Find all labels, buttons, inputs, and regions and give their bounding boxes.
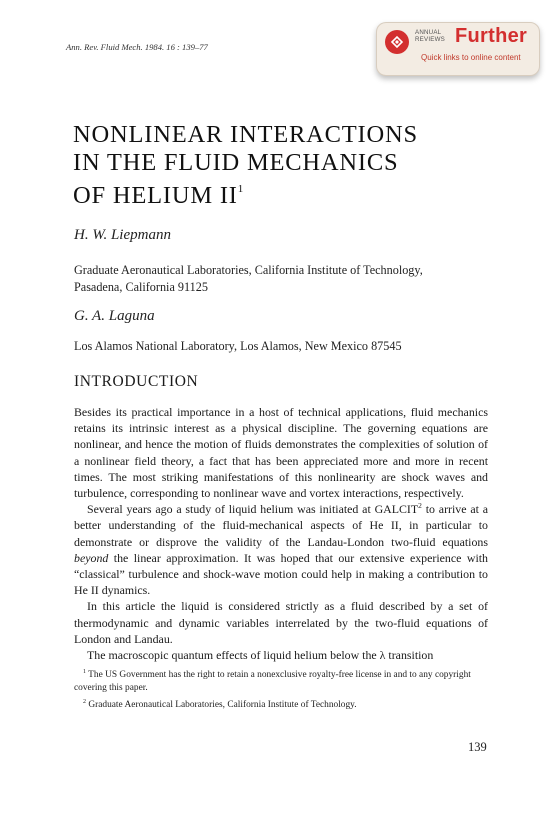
paragraph-2: Several years ago a study of liquid helium was initiated at GALCIT$^2$ to arrive at a better understanding of the fluid-mechanical aspects of He II, in particular to demonstrate or disprove the validity of the Landau-London two-fluid equations beyond the linear approximation. It was hoped that our extensive experience with “classical” turbulence and shock-wave motion could help in making a contribution to He II dynamics. <box>74 501 488 598</box>
further-word: Further <box>455 25 528 47</box>
body-text <box>74 404 488 663</box>
author-2-name: G. A. Laguna <box>74 308 155 324</box>
title-footnote-mark[interactable]: 1 <box>237 183 245 195</box>
paragraph-1: Besides its practical importance in a host of technical applications, fluid mechanics retains its intrinsic interest as a physical discipline. The governing equations are nonlinear, and hence the motion of fluids demonstrates the complexities of solution of a nonlinear field theory, a fact that has been appreciated more and more in recent times. The most striking manifestations of this nonlinearity are shock waves and turbulence, corresponding to nonlinear wave and vortex interactions, respectively. <box>74 405 488 501</box>
further-brand: ANNUAL REVIEWS <box>415 29 445 43</box>
page-number: 139 <box>468 740 487 754</box>
further-tagline[interactable]: Quick links to online content <box>421 53 521 62</box>
paragraph-4: The macroscopic quantum effects of liquid helium below the λ transition <box>87 648 434 663</box>
further-badge[interactable] <box>376 22 540 76</box>
footnote-1: $^1$ The US Government has the right to retain a nonexclusive royalty-free license in and to any copyright covering this paper. <box>74 669 471 694</box>
author-1-name: H. W. Liepmann <box>74 227 171 243</box>
footnote-2: $^2$ Graduate Aeronautical Laboratories, California Institute of Technology. <box>83 699 357 711</box>
paragraph-3: In this article the liquid is considered strictly as a fluid described by a set of thermodynamic and dynamic variables interrelated by the two-fluid equations of London and Landau. <box>74 599 488 646</box>
running-head: Ann. Rev. Fluid Mech. 1984. 16 : 139–77 <box>66 42 208 52</box>
author-2-affiliation: Los Alamos National Laboratory, Los Alamos, New Mexico 87545 <box>74 339 402 353</box>
title-line-2: IN THE FLUID MECHANICS <box>73 149 399 176</box>
article-title <box>73 121 418 210</box>
annual-reviews-logo-icon <box>385 30 409 54</box>
footnote-ref-2[interactable]: 2 <box>418 501 422 511</box>
title-line-3: OF HELIUM $II^1$ <box>73 182 245 210</box>
title-line-1: NONLINEAR INTERACTIONS <box>73 121 418 148</box>
section-heading: INTRODUCTION <box>74 373 199 390</box>
footnotes <box>74 666 488 713</box>
author-1-affiliation: Graduate Aeronautical Laboratories, California Institute of Technology, Pasadena, California 91125 <box>74 263 423 294</box>
